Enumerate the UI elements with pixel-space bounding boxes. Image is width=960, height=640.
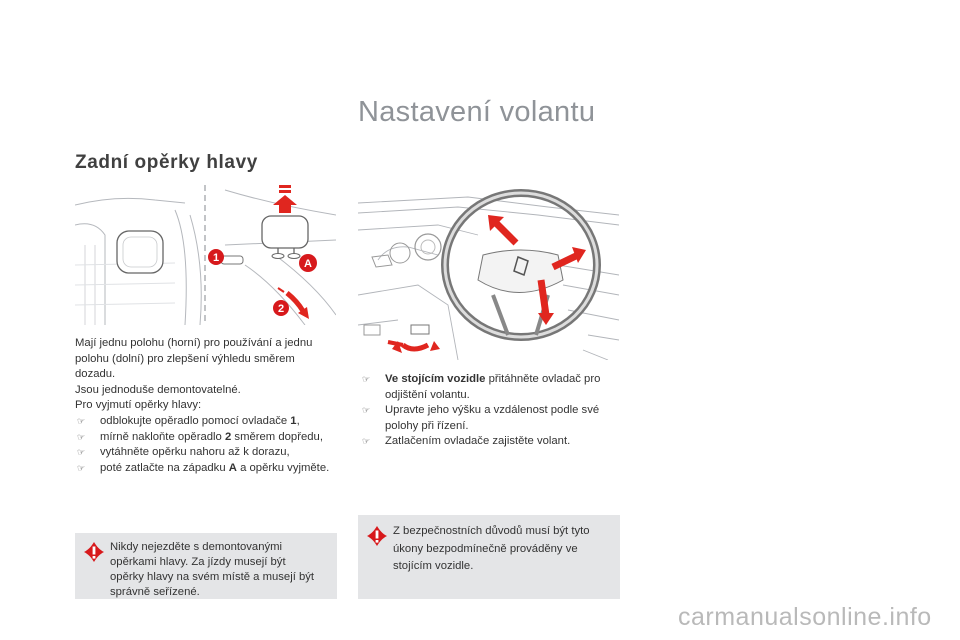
- steering-warning-text: Z bezpečnostních důvodů musí být tyto úkony bezpodmínečně prováděny ve stojícím vozidle.: [393, 525, 590, 572]
- detach-line: Jsou jednoduše demontovatelné.: [75, 383, 241, 396]
- removal-steps: [75, 414, 337, 476]
- exclamation-warning-icon: [366, 525, 388, 547]
- list-item: ☞ Upravte jeho výšku a vzdálenost podle své polohy při řízení.: [362, 404, 600, 432]
- pointing-hand-icon: ☞: [77, 431, 86, 442]
- callout-2: 2: [277, 303, 285, 315]
- list-item: ☞ Ve stojícím vozidle přitáhněte ovladač pro odjištění volantu.: [362, 373, 601, 401]
- headrest-illustration: [75, 185, 336, 325]
- pointing-hand-icon: ☞: [77, 415, 86, 426]
- intro-line-2: polohu (dolní) pro zlepšení výhledu směrem: [75, 352, 295, 365]
- list-item: ☞ vytáhněte opěrku nahoru až k dorazu,: [75, 445, 337, 461]
- exclamation-warning-icon: [83, 541, 105, 563]
- steering-wheel-drawing: [358, 185, 619, 360]
- headrest-drawing: [75, 185, 336, 325]
- pointing-hand-icon: ☞: [77, 447, 86, 458]
- callout-a: A: [304, 258, 312, 270]
- headrest-instructions: [75, 336, 337, 476]
- pointing-hand-icon: ☞: [362, 405, 371, 416]
- removal-line: Pro vyjmutí opěrky hlavy:: [75, 399, 202, 412]
- steering-steps: [360, 372, 622, 450]
- pointing-hand-icon: ☞: [77, 462, 86, 473]
- watermark: carmanualsonline.info: [678, 603, 932, 631]
- list-item: ☞ poté zatlačte na západku A a opěrku vyjměte.: [75, 461, 337, 477]
- arrow-up-icon: [273, 185, 297, 213]
- list-item: ☞ mírně nakloňte opěradlo 2 směrem dopředu,: [75, 430, 337, 446]
- intro-line-1: Mají jednu polohu (horní) pro používání a jednu: [75, 337, 313, 349]
- pointing-hand-icon: ☞: [362, 374, 371, 384]
- pointing-hand-icon: ☞: [362, 436, 371, 447]
- steering-wheel-illustration: [358, 185, 619, 360]
- callout-1: 1: [212, 252, 220, 264]
- steering-instructions: [360, 372, 622, 450]
- headrest-warning-text: Nikdy nejezděte s demontovanými opěrkami hlavy. Za jízdy musejí být opěrky hlavy na svém místě a musejí být správně seřízené.: [110, 541, 315, 598]
- page-title: Nastavení volantu: [358, 96, 596, 128]
- section-heading: Zadní opěrky hlavy: [75, 152, 258, 173]
- list-item: ☞ odblokujte opěradlo pomocí ovladače 1,: [75, 414, 337, 430]
- list-item: ☞ Zatlačením ovladače zajistěte volant.: [360, 434, 622, 450]
- headrest-warning-box: [75, 533, 337, 599]
- intro-line-3: dozadu.: [75, 368, 116, 381]
- steering-warning-box: [358, 515, 620, 599]
